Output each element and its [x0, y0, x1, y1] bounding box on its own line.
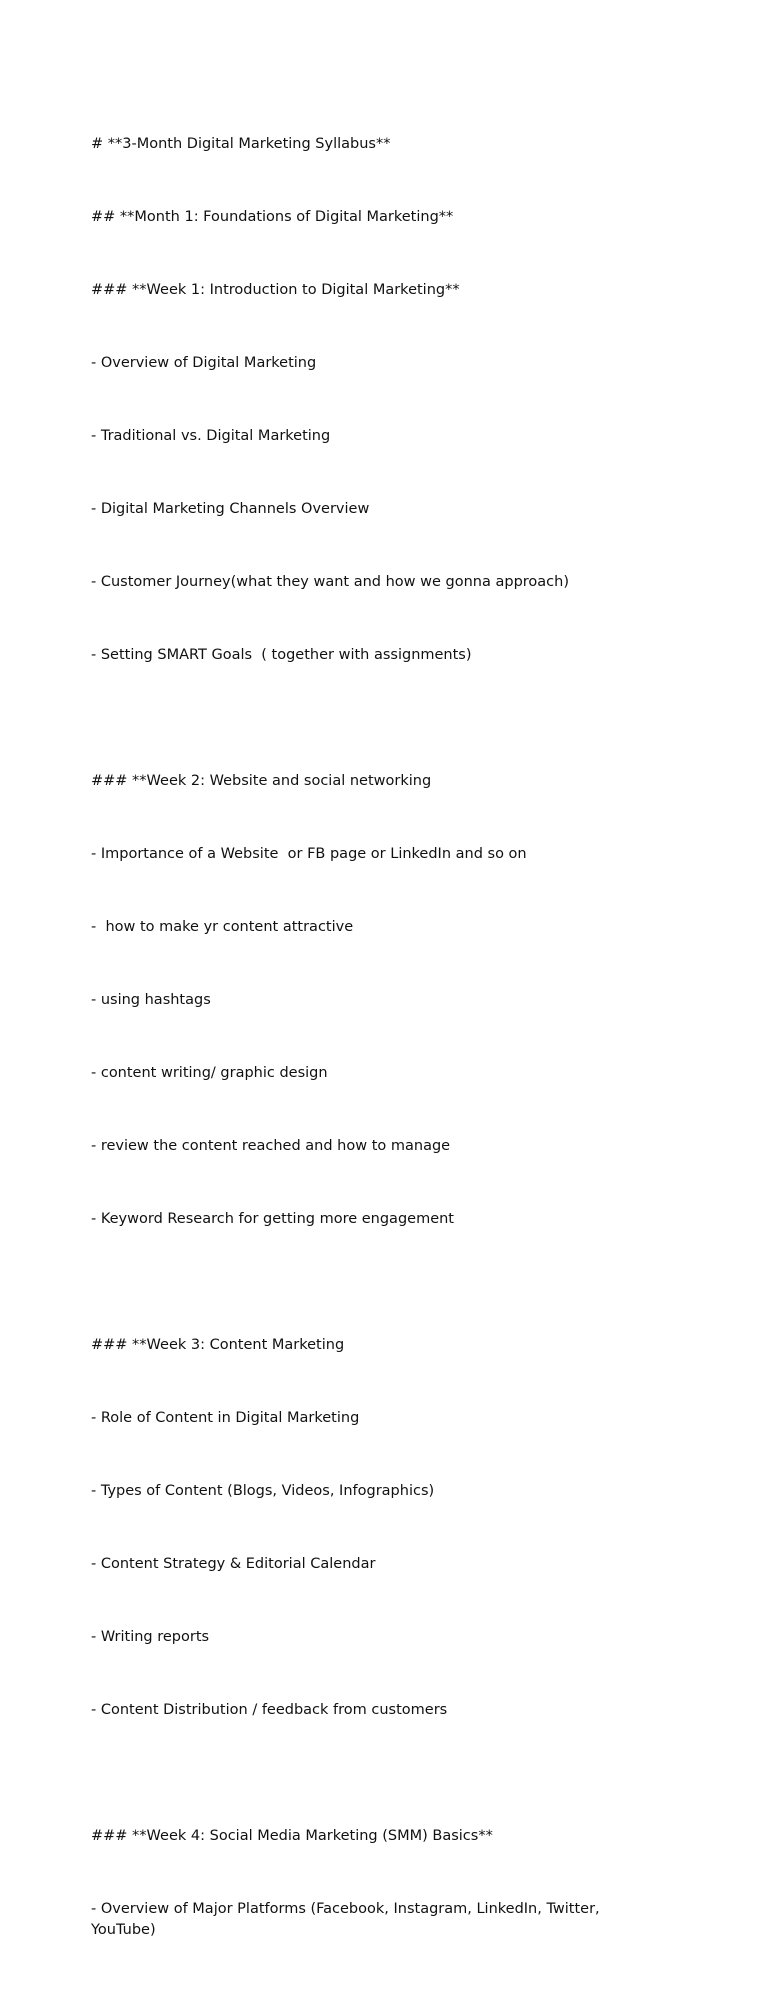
week-2-item-1: - Importance of a Website or FB page or LinkedIn and so on — [91, 846, 527, 862]
week-1-item-3: - Digital Marketing Channels Overview — [91, 501, 370, 517]
week-3-item-5: - Content Distribution / feedback from customers — [91, 1702, 448, 1718]
week-4-heading: ### **Week 4: Social Media Marketing (SMM) Basics** — [91, 1828, 493, 1844]
week-3-heading: ### **Week 3: Content Marketing — [91, 1337, 345, 1353]
week-1-item-2: - Traditional vs. Digital Marketing — [91, 428, 331, 444]
week-2-item-4: - content writing/ graphic design — [91, 1065, 328, 1081]
week-3-item-3: - Content Strategy & Editorial Calendar — [91, 1556, 376, 1572]
week-3-item-2: - Types of Content (Blogs, Videos, Infographics) — [91, 1483, 435, 1499]
week-2-item-5: - review the content reached and how to manage — [91, 1138, 451, 1154]
week-2-item-6: - Keyword Research for getting more engagement — [91, 1211, 454, 1227]
month-1-heading: ## **Month 1: Foundations of Digital Marketing** — [91, 209, 454, 225]
week-2-item-2: - how to make yr content attractive — [91, 919, 354, 935]
document-title: # **3-Month Digital Marketing Syllabus** — [91, 136, 391, 152]
week-3-item-4: - Writing reports — [91, 1629, 210, 1645]
week-4-item-1: - Overview of Major Platforms (Facebook, Instagram, LinkedIn, Twitter, YouTube) — [91, 1901, 605, 1938]
document-body — [91, 92, 651, 1993]
week-1-item-4: - Customer Journey(what they want and how we gonna approach) — [91, 574, 569, 590]
week-2-heading: ### **Week 2: Website and social networking — [91, 773, 432, 789]
week-1-heading: ### **Week 1: Introduction to Digital Marketing** — [91, 282, 460, 298]
week-3-item-1: - Role of Content in Digital Marketing — [91, 1410, 360, 1426]
week-1-item-5: - Setting SMART Goals ( together with assignments) — [91, 647, 472, 663]
week-2-item-3: - using hashtags — [91, 992, 211, 1008]
week-1-item-1: - Overview of Digital Marketing — [91, 355, 317, 371]
